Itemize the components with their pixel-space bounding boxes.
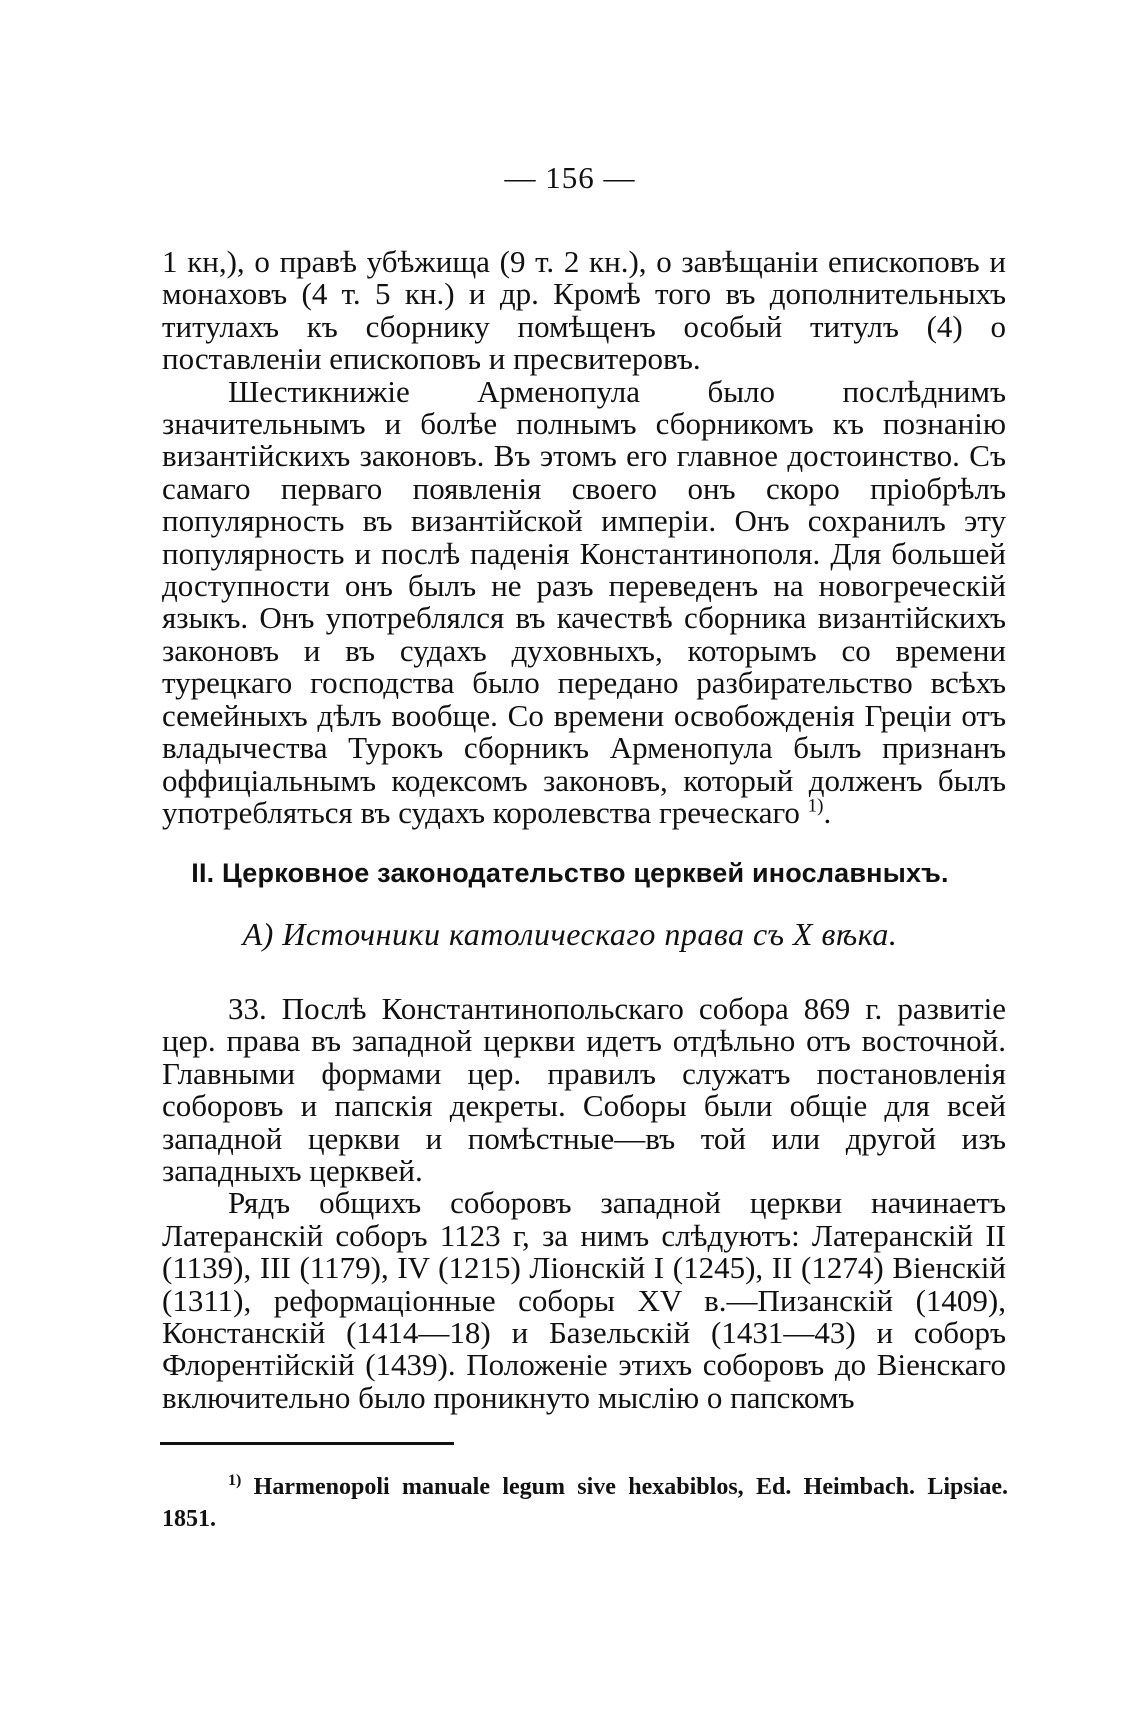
footnote-reference: 1) [807,795,824,817]
page-number: — 156 — [504,160,636,195]
subsection-heading: А) Источники католическаго права съ X вѣка. [242,916,898,952]
paragraph-armenopoulos [162,373,1006,830]
footnote-text: Harmenopoli manuale legum sive hexabiblos, Ed. Heimbach. Lipsiae. 1851. [162,1474,1009,1532]
footnote [162,1471,1008,1535]
footnote-marker: 1) [228,1472,242,1489]
closing-punctuation: . [823,794,832,830]
paragraph-33: 33. Послѣ Константинопольскаго собора 869 г. развитіе цер. права въ западной церкви идетъ отдѣльно отъ восточной. Главными формами цер. правилъ служатъ постановленія соборовъ и папскія декреты. Соборы были общіе для всей западной церкви и помѣстные—въ той или другой изъ западныхъ церквей. [162,991,1006,1189]
text-block-before-headings [162,246,1006,829]
footnote-divider [160,1442,454,1445]
paragraph-councils: Рядъ общихъ соборовъ западной церкви начинаетъ Латеранскій соборъ 1123 г, за нимъ слѣдуютъ: Латеранскій II (1139), III (1179), IV (1215) Ліонскій I (1245), II (1274) Віенскій (1311), реформаціонные соборы XV в.—Пизанскій (1409), Констанскій (1414—18) и Базельскій (1431—43) и соборъ Флорентійскій (1439). Положеніе этихъ соборовъ до Віенскаго включительно было проникнуто мыслію о папскомъ [162,1185,1006,1415]
paragraph-continuation: 1 кн,), о правѣ убѣжища (9 т. 2 кн.), о завѣщаніи епископовъ и монаховъ (4 т. 5 кн.) и др. Кромѣ того въ дополнительныхъ титулахъ къ сборнику помѣщенъ особый титулъ (4) о поставленіи епископовъ и пресвитеровъ. [162,244,1006,377]
paragraph-armenopoulos-text: Шестикнижіе Арменопула было послѣднимъ значительнымъ и болѣе полнымъ сборникомъ къ познанію византійскихъ законовъ. Въ этомъ его главное достоинство. Съ самаго перваго появленія своего онъ скоро пріобрѣлъ популярность въ византійской имперіи. Онъ сохранилъ эту популярность и послѣ паденія Константинополя. Для большей доступности онъ былъ не разъ переведенъ на новогреческій языкъ. Онъ употреблялся въ качествѣ сборника византійскихъ законовъ и въ судахъ духовныхъ, которымъ со времени турецкаго господства было передано разбирательство всѣхъ семейныхъ дѣлъ вообще. Со времени освобожденія Греціи отъ владычества Турокъ сборникъ Арменопула былъ признанъ оффиціальнымъ кодексомъ законовъ, который долженъ былъ употребляться въ судахъ королевства греческаго [162,373,1006,830]
text-block-after-headings [162,993,1006,1414]
section-heading: II. Церковное законодательство церквей инославныхъ. [191,858,949,888]
